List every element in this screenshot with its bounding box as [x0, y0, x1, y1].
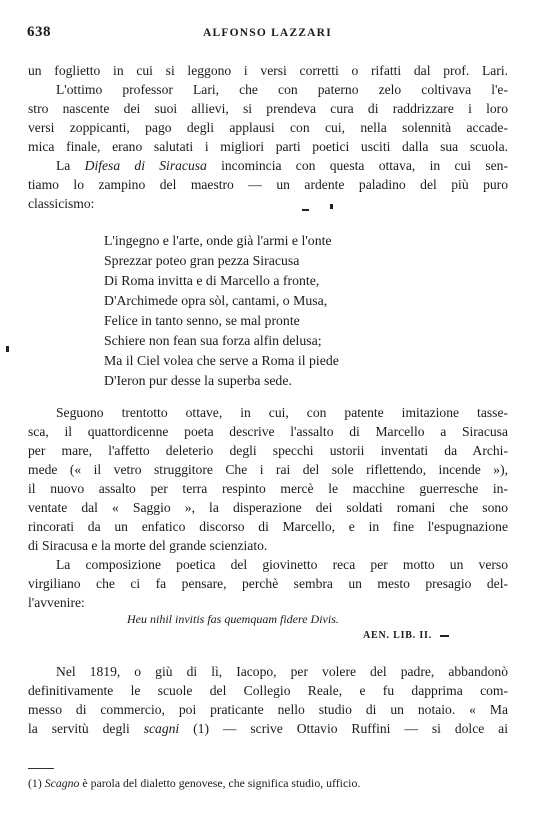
scan-speck [302, 209, 309, 211]
text-line: classicismo: [28, 196, 95, 211]
footnote-text: è parola del dialetto genovese, che significa studio, ufficio. [79, 776, 361, 790]
footnote-rule [28, 768, 54, 769]
text-line-with-title [56, 157, 508, 175]
verse-line: Felice in tanto senno, se mal pronte [104, 313, 300, 328]
text-line: virgiliano che ci fa pensare, perchè sembra un mesto presagio del- [28, 576, 508, 591]
verse-line: Di Roma invitta e di Marcello a fronte, [104, 273, 320, 288]
text-line: sca, il quattordicenne poeta descrive l'assalto di Marcello a Siracusa [28, 424, 508, 439]
text-line: di Siracusa e la morte del grande scienziato. [28, 538, 268, 553]
text-line-with-term [28, 720, 508, 738]
text-fragment: La [56, 158, 85, 173]
scan-speck [330, 204, 333, 209]
text-line: stro nascente dei suoi allievi, si prendeva cura di raddrizzare i loro [28, 101, 508, 116]
text-line: per mare, l'affetto deleterio degli specchi ustorii inventati da Archi- [28, 443, 508, 458]
page-number: 638 [27, 24, 51, 40]
text-line: tiamo lo zampino del maestro — un ardente paladino del più puro [28, 177, 508, 192]
text-line: un foglietto in cui si leggono i versi corretti o rifatti dal prof. Lari. [28, 63, 508, 78]
text-line: L'ottimo professor Lari, che con paterno zelo coltivava l'e- [56, 82, 508, 97]
footnote [28, 776, 360, 791]
verse-line: D'Ieron pur desse la superba sede. [104, 373, 292, 388]
motto-source: AEN. LIB. II. [363, 630, 433, 641]
work-title: Difesa di Siracusa [84, 158, 207, 173]
running-title: ALFONSO LAZZARI [203, 27, 332, 39]
text-line: mede (« il vetro struggitore Che i rai del sole riflettendo, incende »), [28, 462, 508, 477]
verse-line: Sprezzar poteo gran pezza Siracusa [104, 253, 300, 268]
text-fragment: (1) — scrive Ottavio Ruffini — si dolce ai [179, 721, 508, 736]
text-line: La composizione poetica del giovinetto reca per motto un verso [56, 557, 508, 572]
verse-line: D'Archimede opra sòl, cantami, o Musa, [104, 293, 328, 308]
text-line: messo di commercio, poi praticante nello studio di un notaio. « Ma [28, 702, 508, 717]
text-line: Nel 1819, o giù di lì, Iacopo, per volere del padre, abbandonò [56, 664, 508, 679]
verse-line: Schiere non fean sua forza alfin delusa; [104, 333, 322, 348]
text-line: ventate dal « Saggio », la disperazione dei soldati romani che sono [28, 500, 508, 515]
scan-speck [6, 346, 9, 352]
verse-line: Ma il Ciel volea che serve a Roma il piede [104, 353, 339, 368]
text-line: definitivamente le scuole del Collegio Reale, e fu dapprima com- [28, 683, 508, 698]
text-line: il nuovo assalto per terra respinto mercè le macchine guerresche in- [28, 481, 508, 496]
footnote-term: Scagno [44, 776, 80, 790]
footnote-mark: (1) [28, 776, 45, 790]
verse-line: L'ingegno e l'arte, onde già l'armi e l'onte [104, 233, 332, 248]
text-fragment: la servitù degli [28, 721, 144, 736]
scan-speck [440, 635, 449, 637]
text-fragment: incomincia con questa ottava, in cui sen- [206, 158, 508, 173]
text-line: Seguono trentotto ottave, in cui, con patente imitazione tasse- [56, 405, 508, 420]
text-line: l'avvenire: [28, 595, 85, 610]
text-line: versi zoppicanti, pago degli applausi con cui, nella solennità accade- [28, 120, 508, 135]
text-line: rincorati da un enfatico discorso di Marcello, e in fine l'espugnazione [28, 519, 508, 534]
italic-term: scagni [143, 721, 180, 736]
text-line: mica finale, erano salutati i migliori parti poetici usciti dalla sua scuola. [28, 139, 508, 154]
latin-motto: Heu nihil invitis fas quemquam fidere Divis. [127, 612, 339, 626]
